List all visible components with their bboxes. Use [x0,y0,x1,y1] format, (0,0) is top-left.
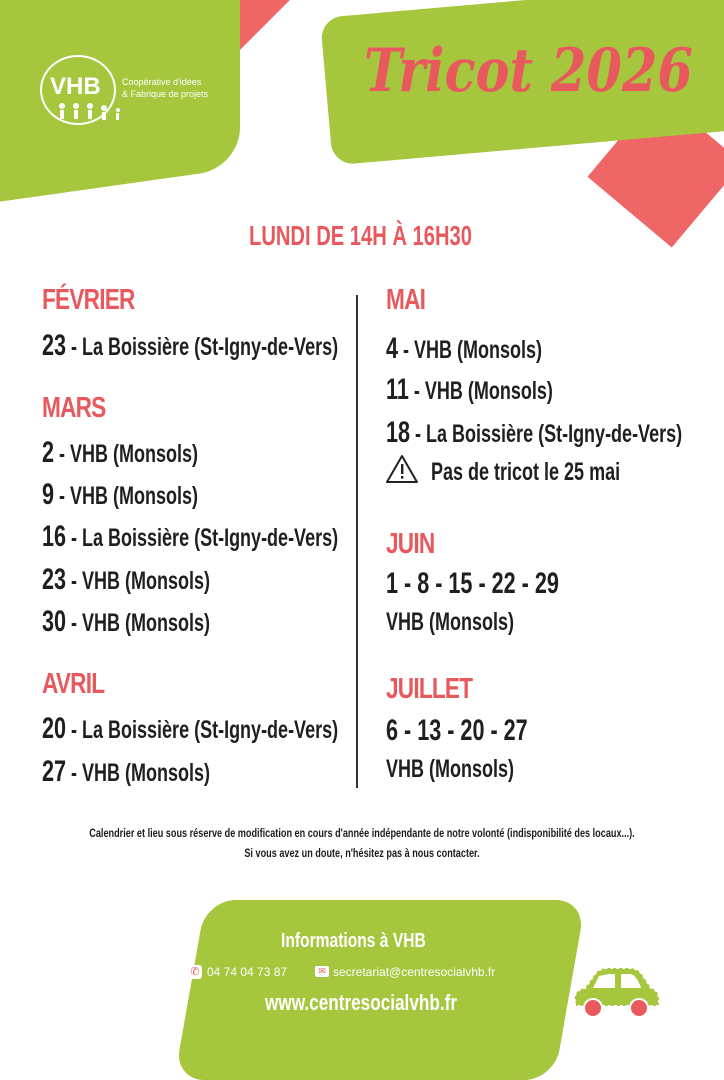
entry-mai-4 [386,332,542,366]
juin-dates: 1 - 8 - 15 - 22 - 29 [386,567,559,600]
phone-icon: ✆ [188,965,202,979]
warning-text: Pas de tricot le 25 mai [431,458,621,486]
entry-day: 27 [42,755,67,788]
entry-place: - VHB (Monsols) [398,336,543,364]
entry-place: - La Boissière (St-Igny-de-Vers) [66,716,339,744]
schedule-subtitle: LUNDI DE 14H À 16H30 [249,220,472,251]
entry-day: 4 [386,332,399,365]
entry-place: - VHB (Monsols) [66,567,211,595]
email-address[interactable]: secretariat@centresocialvhb.fr [333,965,496,979]
month-label-juillet: JUILLET [386,673,473,705]
entry-avril-27 [42,755,210,789]
entry-avril-20 [42,712,338,746]
website-link[interactable]: www.centresocialvhb.fr [265,990,458,1015]
entry-place: - VHB (Monsols) [54,482,199,510]
column-divider [356,295,358,788]
month-label-fevrier: FÉVRIER [42,284,135,316]
entry-mai-11 [386,373,553,407]
entry-day: 2 [42,436,55,469]
entry-day: 18 [386,416,411,449]
disclaimer-line1: Calendrier et lieu sous réserve de modification en cours d'année indépendante de notre volonté (indisponibilité des locaux...). [89,826,635,840]
disclaimer [0,826,724,860]
email-icon: ✉ [315,966,329,977]
car-icon [565,960,665,1022]
entry-mai-18 [386,416,682,450]
tagline-line2: & Fabrique de projets [122,89,209,99]
month-label-mai: MAI [386,284,426,316]
logo-text: VHB [50,73,101,100]
juin-place: VHB (Monsols) [386,608,515,636]
logo [40,55,116,125]
month-label-avril: AVRIL [42,668,105,700]
entry-place: - VHB (Monsols) [54,440,199,468]
entry-day: 23 [42,329,67,362]
page-title: Tricot 2026 [364,36,693,106]
entry-place: - VHB (Monsols) [66,759,211,787]
entry-day: 20 [42,712,67,745]
entry-mars-30 [42,605,210,639]
warning-icon [385,454,419,484]
entry-day: 30 [42,605,67,638]
entry-mars-16 [42,520,338,554]
tagline-line1: Coopérative d'idées [122,77,202,87]
people-icon [56,101,126,123]
entry-day: 16 [42,520,67,553]
entry-day: 11 [386,373,409,406]
entry-mars-9 [42,478,198,512]
phone-number[interactable]: 04 74 04 73 87 [207,965,288,979]
entry-day: 9 [42,478,55,511]
entry-place: - La Boissière (St-Igny-de-Vers) [66,524,339,552]
logo-tagline [122,76,208,100]
month-label-mars: MARS [42,392,106,424]
entry-day: 23 [42,563,67,596]
month-label-juin: JUIN [386,528,435,560]
juillet-place: VHB (Monsols) [386,755,515,783]
entry-mars-2 [42,436,198,470]
footer-heading: Informations à VHB [281,930,426,952]
disclaimer-line2: Si vous avez un doute, n'hésitez pas à nous contacter. [244,846,480,860]
entry-mars-23 [42,563,210,597]
entry-fevrier-23 [42,329,338,363]
entry-place: - La Boissière (St-Igny-de-Vers) [66,333,339,361]
entry-place: - VHB (Monsols) [408,377,553,405]
juillet-dates: 6 - 13 - 20 - 27 [386,714,528,747]
entry-place: - La Boissière (St-Igny-de-Vers) [410,420,683,448]
entry-place: - VHB (Monsols) [66,609,211,637]
